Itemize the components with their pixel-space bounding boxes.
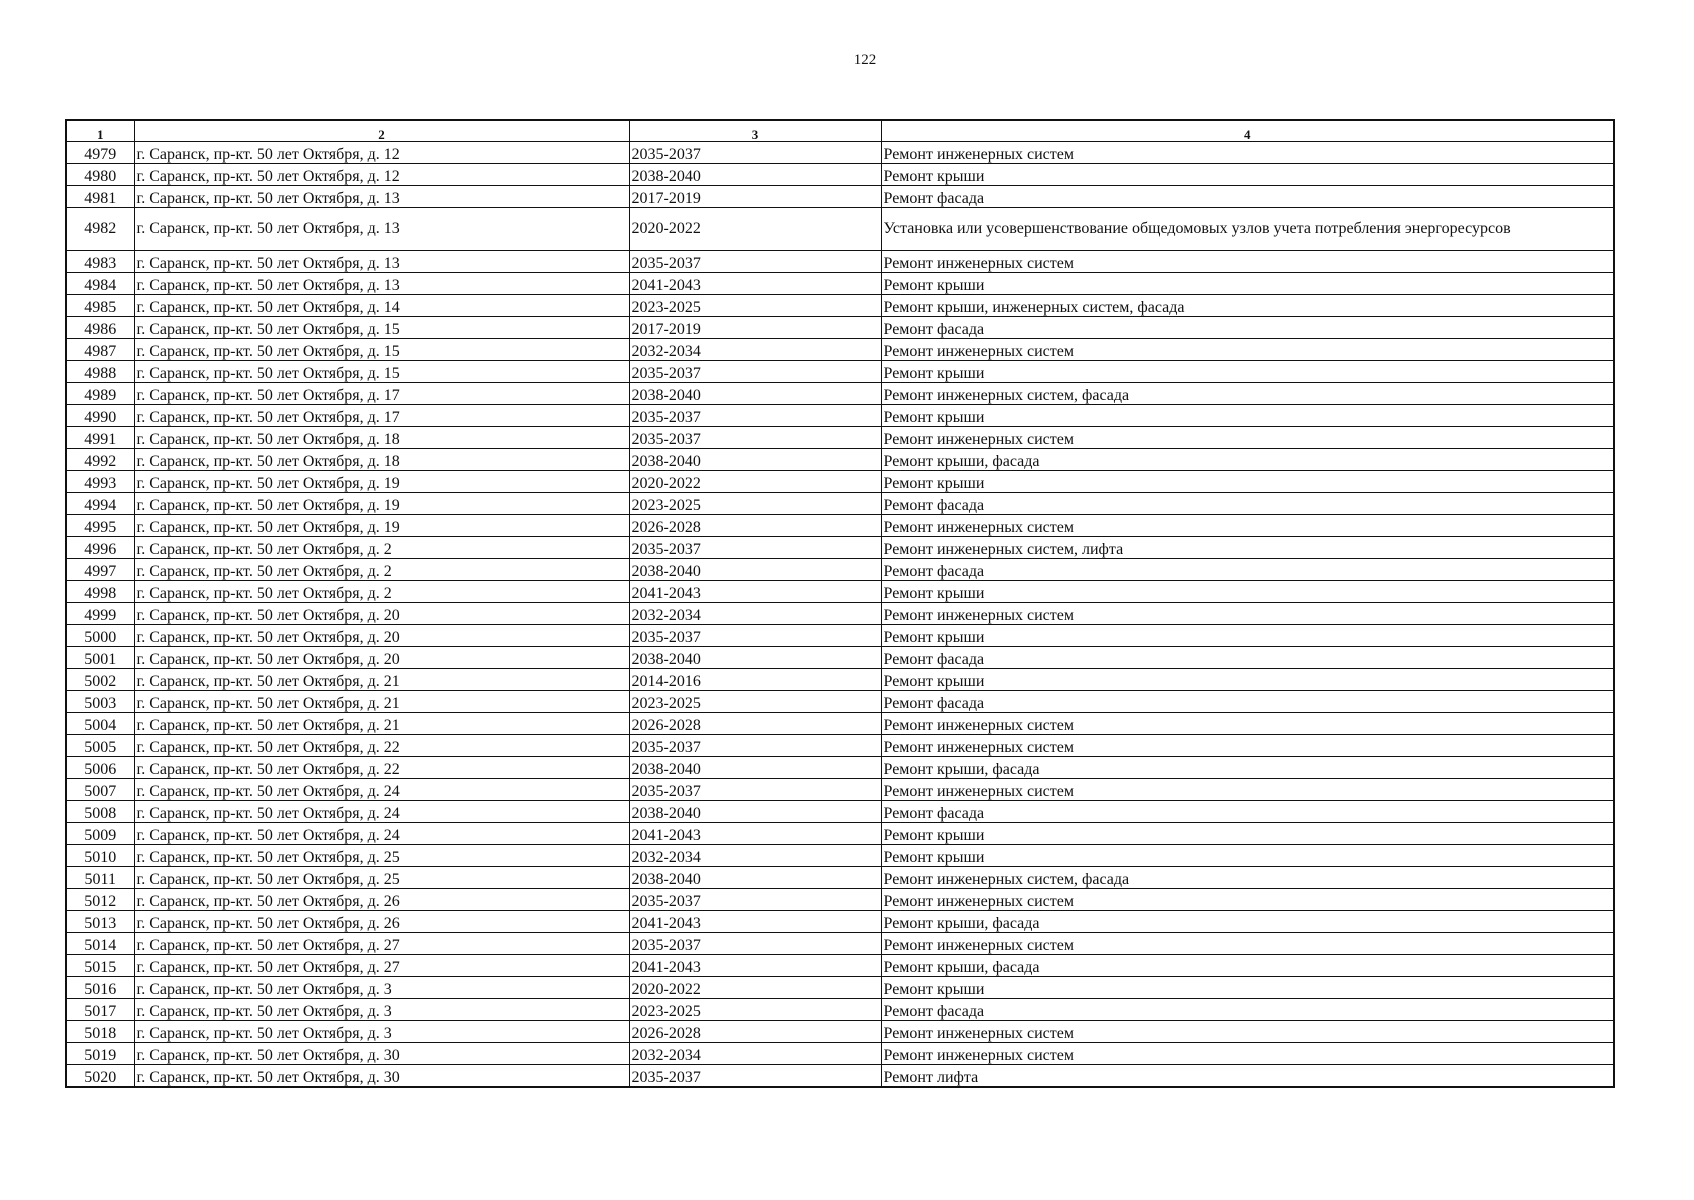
cell-number: 5010 bbox=[66, 845, 134, 867]
cell-work-type: Ремонт фасада bbox=[881, 647, 1614, 669]
cell-work-type: Ремонт фасада bbox=[881, 999, 1614, 1021]
cell-number: 4999 bbox=[66, 603, 134, 625]
cell-number: 5003 bbox=[66, 691, 134, 713]
cell-number: 4987 bbox=[66, 339, 134, 361]
table-row bbox=[66, 559, 1614, 581]
cell-address: г. Саранск, пр-кт. 50 лет Октября, д. 18 bbox=[134, 427, 629, 449]
table-row bbox=[66, 1021, 1614, 1043]
cell-address: г. Саранск, пр-кт. 50 лет Октября, д. 3 bbox=[134, 999, 629, 1021]
table-row bbox=[66, 845, 1614, 867]
table-row bbox=[66, 581, 1614, 603]
cell-number: 5005 bbox=[66, 735, 134, 757]
cell-period: 2035-2037 bbox=[629, 251, 881, 273]
cell-work-type: Ремонт фасада bbox=[881, 493, 1614, 515]
cell-number: 4986 bbox=[66, 317, 134, 339]
cell-period: 2035-2037 bbox=[629, 427, 881, 449]
cell-work-type: Ремонт инженерных систем bbox=[881, 1021, 1614, 1043]
cell-number: 5015 bbox=[66, 955, 134, 977]
cell-address: г. Саранск, пр-кт. 50 лет Октября, д. 2 bbox=[134, 537, 629, 559]
cell-address: г. Саранск, пр-кт. 50 лет Октября, д. 20 bbox=[134, 603, 629, 625]
cell-work-type: Ремонт инженерных систем bbox=[881, 713, 1614, 735]
cell-address: г. Саранск, пр-кт. 50 лет Октября, д. 21 bbox=[134, 691, 629, 713]
cell-number: 4993 bbox=[66, 471, 134, 493]
cell-work-type: Ремонт инженерных систем bbox=[881, 251, 1614, 273]
cell-work-type: Ремонт инженерных систем bbox=[881, 142, 1614, 164]
cell-period: 2038-2040 bbox=[629, 164, 881, 186]
cell-number: 4981 bbox=[66, 186, 134, 208]
column-header-work: 4 bbox=[881, 120, 1614, 142]
cell-period: 2041-2043 bbox=[629, 823, 881, 845]
cell-work-type: Ремонт крыши bbox=[881, 625, 1614, 647]
repair-schedule-table bbox=[65, 119, 1615, 1088]
cell-number: 4995 bbox=[66, 515, 134, 537]
table-row bbox=[66, 867, 1614, 889]
cell-period: 2038-2040 bbox=[629, 757, 881, 779]
cell-period: 2038-2040 bbox=[629, 449, 881, 471]
cell-address: г. Саранск, пр-кт. 50 лет Октября, д. 2 bbox=[134, 581, 629, 603]
cell-address: г. Саранск, пр-кт. 50 лет Октября, д. 13 bbox=[134, 251, 629, 273]
table-row bbox=[66, 955, 1614, 977]
cell-number: 4985 bbox=[66, 295, 134, 317]
cell-number: 5002 bbox=[66, 669, 134, 691]
cell-address: г. Саранск, пр-кт. 50 лет Октября, д. 27 bbox=[134, 955, 629, 977]
cell-work-type: Установка или усовершенствование общедомовых узлов учета потребления энергоресурсов bbox=[881, 208, 1614, 251]
cell-address: г. Саранск, пр-кт. 50 лет Октября, д. 19 bbox=[134, 493, 629, 515]
cell-period: 2038-2040 bbox=[629, 383, 881, 405]
cell-number: 5001 bbox=[66, 647, 134, 669]
cell-address: г. Саранск, пр-кт. 50 лет Октября, д. 17 bbox=[134, 383, 629, 405]
cell-address: г. Саранск, пр-кт. 50 лет Октября, д. 20 bbox=[134, 625, 629, 647]
cell-number: 5016 bbox=[66, 977, 134, 999]
cell-number: 4998 bbox=[66, 581, 134, 603]
cell-address: г. Саранск, пр-кт. 50 лет Октября, д. 17 bbox=[134, 405, 629, 427]
cell-address: г. Саранск, пр-кт. 50 лет Октября, д. 19 bbox=[134, 515, 629, 537]
cell-work-type: Ремонт фасада bbox=[881, 691, 1614, 713]
cell-period: 2023-2025 bbox=[629, 999, 881, 1021]
table-row bbox=[66, 339, 1614, 361]
table-row bbox=[66, 735, 1614, 757]
cell-work-type: Ремонт инженерных систем, лифта bbox=[881, 537, 1614, 559]
cell-number: 5008 bbox=[66, 801, 134, 823]
cell-number: 5006 bbox=[66, 757, 134, 779]
cell-period: 2023-2025 bbox=[629, 691, 881, 713]
cell-period: 2026-2028 bbox=[629, 713, 881, 735]
cell-period: 2041-2043 bbox=[629, 955, 881, 977]
cell-work-type: Ремонт крыши bbox=[881, 273, 1614, 295]
cell-period: 2014-2016 bbox=[629, 669, 881, 691]
table-row bbox=[66, 603, 1614, 625]
cell-address: г. Саранск, пр-кт. 50 лет Октября, д. 30 bbox=[134, 1065, 629, 1088]
cell-period: 2032-2034 bbox=[629, 1043, 881, 1065]
cell-address: г. Саранск, пр-кт. 50 лет Октября, д. 18 bbox=[134, 449, 629, 471]
cell-address: г. Саранск, пр-кт. 50 лет Октября, д. 25 bbox=[134, 867, 629, 889]
cell-period: 2026-2028 bbox=[629, 515, 881, 537]
cell-number: 4997 bbox=[66, 559, 134, 581]
cell-work-type: Ремонт фасада bbox=[881, 317, 1614, 339]
table-row bbox=[66, 295, 1614, 317]
cell-number: 5017 bbox=[66, 999, 134, 1021]
table-row bbox=[66, 208, 1614, 251]
cell-address: г. Саранск, пр-кт. 50 лет Октября, д. 26 bbox=[134, 911, 629, 933]
cell-work-type: Ремонт крыши bbox=[881, 405, 1614, 427]
cell-period: 2026-2028 bbox=[629, 1021, 881, 1043]
column-header-period: 3 bbox=[629, 120, 881, 142]
cell-address: г. Саранск, пр-кт. 50 лет Октября, д. 27 bbox=[134, 933, 629, 955]
table-row bbox=[66, 405, 1614, 427]
cell-work-type: Ремонт инженерных систем bbox=[881, 515, 1614, 537]
cell-period: 2041-2043 bbox=[629, 581, 881, 603]
table-row bbox=[66, 669, 1614, 691]
header-row bbox=[66, 120, 1614, 142]
cell-work-type: Ремонт крыши bbox=[881, 581, 1614, 603]
table-row bbox=[66, 911, 1614, 933]
cell-number: 5013 bbox=[66, 911, 134, 933]
cell-number: 4983 bbox=[66, 251, 134, 273]
cell-address: г. Саранск, пр-кт. 50 лет Октября, д. 24 bbox=[134, 801, 629, 823]
cell-number: 5014 bbox=[66, 933, 134, 955]
cell-address: г. Саранск, пр-кт. 50 лет Октября, д. 13 bbox=[134, 208, 629, 251]
table-row bbox=[66, 361, 1614, 383]
cell-address: г. Саранск, пр-кт. 50 лет Октября, д. 22 bbox=[134, 735, 629, 757]
table-row bbox=[66, 933, 1614, 955]
cell-number: 5007 bbox=[66, 779, 134, 801]
cell-period: 2023-2025 bbox=[629, 295, 881, 317]
cell-address: г. Саранск, пр-кт. 50 лет Октября, д. 20 bbox=[134, 647, 629, 669]
cell-number: 4992 bbox=[66, 449, 134, 471]
cell-period: 2035-2037 bbox=[629, 889, 881, 911]
cell-number: 4994 bbox=[66, 493, 134, 515]
table-row bbox=[66, 757, 1614, 779]
cell-work-type: Ремонт инженерных систем bbox=[881, 339, 1614, 361]
table-row bbox=[66, 977, 1614, 999]
cell-period: 2038-2040 bbox=[629, 801, 881, 823]
cell-work-type: Ремонт крыши, фасада bbox=[881, 757, 1614, 779]
cell-address: г. Саранск, пр-кт. 50 лет Октября, д. 25 bbox=[134, 845, 629, 867]
cell-number: 5018 bbox=[66, 1021, 134, 1043]
cell-address: г. Саранск, пр-кт. 50 лет Октября, д. 13 bbox=[134, 186, 629, 208]
cell-number: 4996 bbox=[66, 537, 134, 559]
table-row bbox=[66, 1065, 1614, 1088]
cell-work-type: Ремонт инженерных систем, фасада bbox=[881, 867, 1614, 889]
cell-period: 2035-2037 bbox=[629, 933, 881, 955]
table-row bbox=[66, 823, 1614, 845]
table-row bbox=[66, 142, 1614, 164]
cell-period: 2041-2043 bbox=[629, 911, 881, 933]
cell-address: г. Саранск, пр-кт. 50 лет Октября, д. 26 bbox=[134, 889, 629, 911]
cell-number: 5009 bbox=[66, 823, 134, 845]
table-row bbox=[66, 713, 1614, 735]
table-header bbox=[66, 120, 1614, 142]
column-header-address: 2 bbox=[134, 120, 629, 142]
cell-work-type: Ремонт инженерных систем bbox=[881, 427, 1614, 449]
cell-period: 2035-2037 bbox=[629, 405, 881, 427]
table-row bbox=[66, 537, 1614, 559]
cell-address: г. Саранск, пр-кт. 50 лет Октября, д. 14 bbox=[134, 295, 629, 317]
cell-period: 2032-2034 bbox=[629, 603, 881, 625]
cell-work-type: Ремонт крыши bbox=[881, 669, 1614, 691]
cell-address: г. Саранск, пр-кт. 50 лет Октября, д. 12 bbox=[134, 142, 629, 164]
cell-number: 4980 bbox=[66, 164, 134, 186]
cell-period: 2035-2037 bbox=[629, 735, 881, 757]
cell-number: 5011 bbox=[66, 867, 134, 889]
cell-work-type: Ремонт фасада bbox=[881, 186, 1614, 208]
cell-number: 5012 bbox=[66, 889, 134, 911]
cell-period: 2035-2037 bbox=[629, 779, 881, 801]
column-header-number: 1 bbox=[66, 120, 134, 142]
table-row bbox=[66, 493, 1614, 515]
table-row bbox=[66, 779, 1614, 801]
table-row bbox=[66, 251, 1614, 273]
cell-work-type: Ремонт инженерных систем bbox=[881, 889, 1614, 911]
cell-period: 2017-2019 bbox=[629, 317, 881, 339]
cell-work-type: Ремонт крыши bbox=[881, 823, 1614, 845]
cell-work-type: Ремонт фасада bbox=[881, 559, 1614, 581]
cell-period: 2035-2037 bbox=[629, 1065, 881, 1088]
table-row bbox=[66, 625, 1614, 647]
cell-address: г. Саранск, пр-кт. 50 лет Октября, д. 21 bbox=[134, 713, 629, 735]
cell-work-type: Ремонт инженерных систем bbox=[881, 603, 1614, 625]
cell-address: г. Саранск, пр-кт. 50 лет Октября, д. 13 bbox=[134, 273, 629, 295]
table-row bbox=[66, 515, 1614, 537]
cell-address: г. Саранск, пр-кт. 50 лет Октября, д. 15 bbox=[134, 317, 629, 339]
cell-period: 2038-2040 bbox=[629, 647, 881, 669]
cell-address: г. Саранск, пр-кт. 50 лет Октября, д. 3 bbox=[134, 1021, 629, 1043]
cell-address: г. Саранск, пр-кт. 50 лет Октября, д. 19 bbox=[134, 471, 629, 493]
table-row bbox=[66, 383, 1614, 405]
table-row bbox=[66, 1043, 1614, 1065]
cell-work-type: Ремонт крыши bbox=[881, 977, 1614, 999]
cell-work-type: Ремонт крыши bbox=[881, 471, 1614, 493]
cell-number: 5020 bbox=[66, 1065, 134, 1088]
cell-address: г. Саранск, пр-кт. 50 лет Октября, д. 2 bbox=[134, 559, 629, 581]
cell-number: 4979 bbox=[66, 142, 134, 164]
cell-address: г. Саранск, пр-кт. 50 лет Октября, д. 12 bbox=[134, 164, 629, 186]
cell-work-type: Ремонт инженерных систем bbox=[881, 779, 1614, 801]
table-row bbox=[66, 889, 1614, 911]
table-body bbox=[66, 142, 1614, 1088]
cell-period: 2041-2043 bbox=[629, 273, 881, 295]
cell-period: 2035-2037 bbox=[629, 142, 881, 164]
cell-period: 2017-2019 bbox=[629, 186, 881, 208]
cell-period: 2038-2040 bbox=[629, 867, 881, 889]
cell-work-type: Ремонт инженерных систем bbox=[881, 933, 1614, 955]
cell-work-type: Ремонт фасада bbox=[881, 801, 1614, 823]
cell-address: г. Саранск, пр-кт. 50 лет Октября, д. 24 bbox=[134, 779, 629, 801]
table-row bbox=[66, 471, 1614, 493]
cell-period: 2023-2025 bbox=[629, 493, 881, 515]
cell-number: 5004 bbox=[66, 713, 134, 735]
cell-number: 4984 bbox=[66, 273, 134, 295]
cell-address: г. Саранск, пр-кт. 50 лет Октября, д. 15 bbox=[134, 361, 629, 383]
table-row bbox=[66, 427, 1614, 449]
table-row bbox=[66, 647, 1614, 669]
cell-work-type: Ремонт крыши, фасада bbox=[881, 911, 1614, 933]
table-row bbox=[66, 999, 1614, 1021]
cell-number: 4991 bbox=[66, 427, 134, 449]
cell-number: 4990 bbox=[66, 405, 134, 427]
cell-period: 2020-2022 bbox=[629, 977, 881, 999]
cell-work-type: Ремонт крыши, инженерных систем, фасада bbox=[881, 295, 1614, 317]
table-row bbox=[66, 801, 1614, 823]
cell-number: 4982 bbox=[66, 208, 134, 251]
cell-period: 2032-2034 bbox=[629, 845, 881, 867]
cell-period: 2020-2022 bbox=[629, 471, 881, 493]
cell-work-type: Ремонт крыши bbox=[881, 361, 1614, 383]
cell-address: г. Саранск, пр-кт. 50 лет Октября, д. 21 bbox=[134, 669, 629, 691]
cell-address: г. Саранск, пр-кт. 50 лет Октября, д. 30 bbox=[134, 1043, 629, 1065]
cell-number: 5019 bbox=[66, 1043, 134, 1065]
cell-address: г. Саранск, пр-кт. 50 лет Октября, д. 24 bbox=[134, 823, 629, 845]
cell-work-type: Ремонт инженерных систем bbox=[881, 1043, 1614, 1065]
table-row bbox=[66, 449, 1614, 471]
cell-work-type: Ремонт лифта bbox=[881, 1065, 1614, 1088]
table-row bbox=[66, 186, 1614, 208]
cell-period: 2035-2037 bbox=[629, 537, 881, 559]
cell-work-type: Ремонт крыши bbox=[881, 164, 1614, 186]
cell-number: 4989 bbox=[66, 383, 134, 405]
cell-period: 2038-2040 bbox=[629, 559, 881, 581]
cell-number: 5000 bbox=[66, 625, 134, 647]
page-number: 122 bbox=[853, 52, 877, 68]
table-row bbox=[66, 691, 1614, 713]
table-row bbox=[66, 317, 1614, 339]
cell-work-type: Ремонт крыши, фасада bbox=[881, 449, 1614, 471]
cell-period: 2020-2022 bbox=[629, 208, 881, 251]
cell-work-type: Ремонт инженерных систем, фасада bbox=[881, 383, 1614, 405]
cell-period: 2032-2034 bbox=[629, 339, 881, 361]
cell-number: 4988 bbox=[66, 361, 134, 383]
cell-work-type: Ремонт крыши, фасада bbox=[881, 955, 1614, 977]
cell-address: г. Саранск, пр-кт. 50 лет Октября, д. 3 bbox=[134, 977, 629, 999]
cell-work-type: Ремонт крыши bbox=[881, 845, 1614, 867]
cell-address: г. Саранск, пр-кт. 50 лет Октября, д. 22 bbox=[134, 757, 629, 779]
table-row bbox=[66, 164, 1614, 186]
cell-work-type: Ремонт инженерных систем bbox=[881, 735, 1614, 757]
cell-period: 2035-2037 bbox=[629, 625, 881, 647]
table-row bbox=[66, 273, 1614, 295]
cell-period: 2035-2037 bbox=[629, 361, 881, 383]
cell-address: г. Саранск, пр-кт. 50 лет Октября, д. 15 bbox=[134, 339, 629, 361]
